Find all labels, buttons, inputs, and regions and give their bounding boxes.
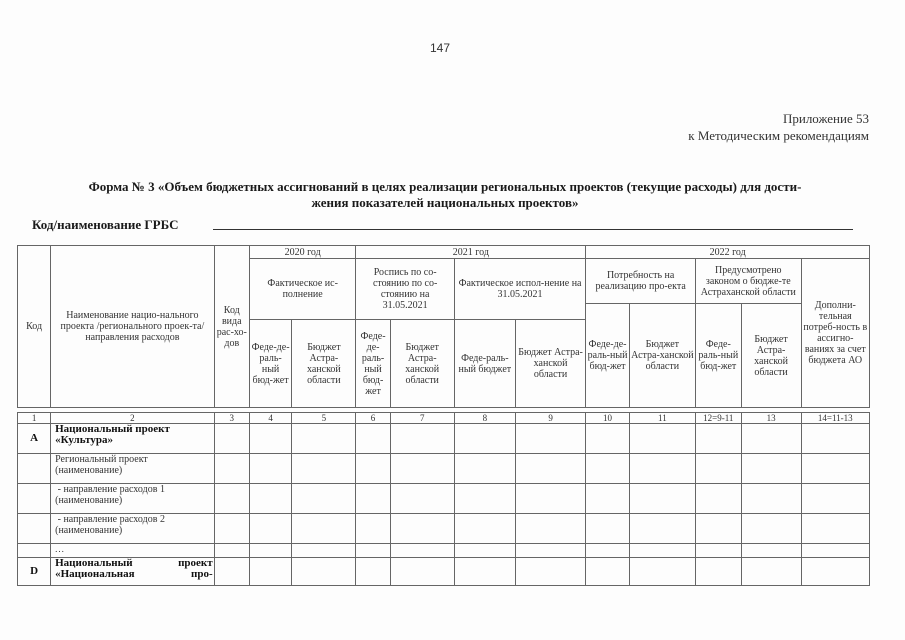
header-planned-by-law: Предусмотрено законом о бюдже-те Астраханской области <box>696 259 802 304</box>
table-row <box>18 544 870 558</box>
column-number: 10 <box>586 413 629 424</box>
header-year-2021: 2021 год <box>356 246 586 259</box>
header-need-regional: Бюджет Астра-ханской области <box>629 304 695 408</box>
page-number: 147 <box>429 41 451 55</box>
header-code: Код <box>18 246 51 408</box>
header-name: Наименование нацио-нального проекта /регионального проек-та/направления расходов <box>51 246 215 408</box>
column-number: 2 <box>51 413 215 424</box>
row-name: Национальный проект «Культура» <box>51 424 215 454</box>
row-code: А <box>18 424 51 454</box>
header-execution-federal: Феде-раль-ный бюджет <box>454 320 515 408</box>
row-code: D <box>18 558 51 586</box>
form-title <box>30 179 860 211</box>
header-law-regional: Бюджет Астра-ханской области <box>741 304 801 408</box>
column-number: 12=9-11 <box>696 413 742 424</box>
header-year-2020: 2020 год <box>249 246 356 259</box>
column-number: 8 <box>454 413 515 424</box>
table-row <box>18 484 870 514</box>
header-additional-need: Дополни-тельная потреб-ность в ассигно-ваниях за счет бюджета АО <box>801 259 869 408</box>
row-name: Региональный проект (наименование) <box>51 454 215 484</box>
header-year-2022: 2022 год <box>586 246 870 259</box>
grbs-label: Код/наименование ГРБС <box>32 217 179 232</box>
header-schedule: Роспись по со-стоянию по со-стоянию на 31.05.2021 <box>356 259 454 320</box>
row-name: ... <box>51 544 215 558</box>
column-number: 3 <box>214 413 249 424</box>
row-code <box>18 484 51 514</box>
row-name: - направление расходов 2 (наименование) <box>51 514 215 544</box>
budget-table <box>17 245 870 586</box>
header-execution-regional: Бюджет Астра-ханской области <box>515 320 585 408</box>
header-need-federal: Феде-де-раль-ный бюд-жет <box>586 304 629 408</box>
header-need: Потребность на реализацию про-екта <box>586 259 696 304</box>
row-code <box>18 454 51 484</box>
column-number: 9 <box>515 413 585 424</box>
grbs-fill-line <box>213 229 853 230</box>
appendix-line-2: к Методическим рекомендациям <box>688 128 869 143</box>
column-number: 4 <box>249 413 291 424</box>
header-2020-regional: Бюджет Астра-ханской области <box>292 320 356 408</box>
form-title-line-2: жения показателей национальных проектов» <box>311 195 579 210</box>
row-name: - направление расходов 1 (наименование) <box>51 484 215 514</box>
header-2020-federal: Феде-де-раль-ный бюд-жет <box>249 320 291 408</box>
row-code <box>18 544 51 558</box>
column-number: 7 <box>390 413 454 424</box>
header-actual-execution-date: Фактическое испол-нение на 31.05.2021 <box>454 259 585 320</box>
header-law-federal: Феде-раль-ный бюд-жет <box>696 304 742 408</box>
header-schedule-regional: Бюджет Астра-ханской области <box>390 320 454 408</box>
column-number: 6 <box>356 413 390 424</box>
column-number: 11 <box>629 413 695 424</box>
table-row <box>18 514 870 544</box>
row-name: Национальный проект «Национальная про- <box>51 558 215 586</box>
appendix-line-1: Приложение 53 <box>782 111 869 126</box>
header-expense-type: Код вида рас-хо-дов <box>214 246 249 408</box>
table-row <box>18 558 870 586</box>
column-number: 14=11-13 <box>801 413 869 424</box>
header-actual-execution: Фактическое ис-полнение <box>249 259 356 320</box>
table-row <box>18 454 870 484</box>
column-number: 5 <box>292 413 356 424</box>
column-number: 13 <box>741 413 801 424</box>
form-title-line-1: Форма № 3 «Объем бюджетных ассигнований в целях реализации региональных проектов (текущие расходы) для дости- <box>88 179 802 194</box>
table-row <box>18 424 870 454</box>
row-code <box>18 514 51 544</box>
column-number: 1 <box>18 413 51 424</box>
appendix-reference <box>688 110 869 144</box>
header-schedule-federal: Феде-де-раль-ный бюд-жет <box>356 320 390 408</box>
